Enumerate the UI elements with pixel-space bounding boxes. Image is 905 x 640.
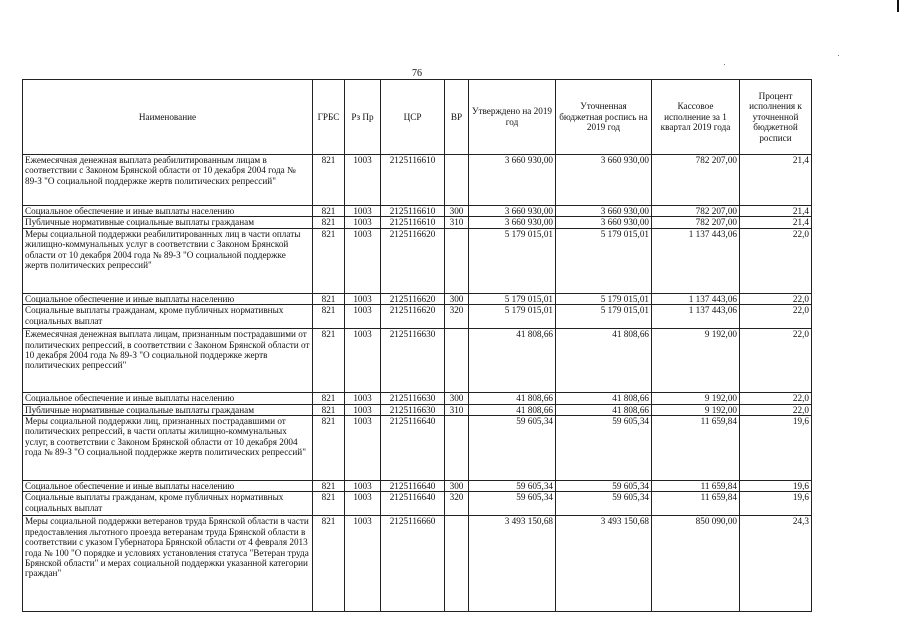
- cell-vr: 320: [445, 492, 469, 516]
- cell-grbs: 821: [313, 305, 345, 329]
- cell-name: Публичные нормативные социальные выплаты гражданам: [23, 217, 313, 228]
- cell-rzpr: 1003: [345, 416, 381, 481]
- cell-csr: 2125116640: [381, 492, 445, 516]
- cell-approved: 3 660 930,00: [469, 206, 556, 217]
- cell-approved: 41 808,66: [469, 393, 556, 404]
- header-rzpr: Рз Пр: [345, 80, 381, 155]
- table-row: [23, 228, 812, 293]
- cell-csr: 2125116620: [381, 293, 445, 304]
- cell-percent: 19,6: [740, 416, 812, 481]
- header-csr: ЦСР: [381, 80, 445, 155]
- cell-approved: 3 493 150,68: [469, 516, 556, 612]
- cell-grbs: 821: [313, 293, 345, 304]
- cell-approved: 3 660 930,00: [469, 217, 556, 228]
- cell-vr: 300: [445, 206, 469, 217]
- cell-rzpr: 1003: [345, 228, 381, 293]
- cell-refined: 5 179 015,01: [556, 293, 652, 304]
- cell-percent: 21,4: [740, 155, 812, 206]
- cell-grbs: 821: [313, 516, 345, 612]
- cell-rzpr: 1003: [345, 155, 381, 206]
- cell-percent: 19,6: [740, 492, 812, 516]
- cell-grbs: 821: [313, 228, 345, 293]
- cell-vr: 300: [445, 481, 469, 492]
- cell-percent: 22,0: [740, 393, 812, 404]
- cell-cash: 1 137 443,06: [652, 228, 740, 293]
- cell-refined: 3 660 930,00: [556, 155, 652, 206]
- cell-name: Социальные выплаты гражданам, кроме публичных нормативных социальных выплат: [23, 492, 313, 516]
- cell-vr: [445, 155, 469, 206]
- cell-refined: 59 605,34: [556, 416, 652, 481]
- cell-vr: [445, 416, 469, 481]
- cell-name: Меры социальной поддержки лиц, признанных пострадавшими от политических репрессий, в части оплаты жилищно-коммунальных услуг, в соответствии с Законом Брянской области от 10 декабря 2004 года № 89-З "О социальной поддержке жертв политических репрессий": [23, 416, 313, 481]
- cell-grbs: 821: [313, 206, 345, 217]
- cell-csr: 2125116610: [381, 206, 445, 217]
- cell-name: Социальное обеспечение и иные выплаты населению: [23, 293, 313, 304]
- table-body: [23, 155, 812, 612]
- cell-grbs: 821: [313, 329, 345, 393]
- cell-cash: 11 659,84: [652, 492, 740, 516]
- cell-refined: 3 493 150,68: [556, 516, 652, 612]
- cell-name: Ежемесячная денежная выплата реабилитированным лицам в соответствии с Законом Брянской области от 10 декабря 2004 года № 89-З "О социальной поддержке жертв политических репрессий": [23, 155, 313, 206]
- cell-name: Меры социальной поддержки ветеранов труда Брянской области в части предоставления льготного проезда ветеранам труда Брянской области в соответствии с указом Губернатора Брянской области от 4 февраля 2013 года № 100 "О порядке и условиях установления статуса "Ветеран труда Брянской области" и мерах социальной поддержки указанной категории граждан": [23, 516, 313, 612]
- cell-approved: 5 179 015,01: [469, 305, 556, 329]
- cell-csr: 2125116630: [381, 329, 445, 393]
- cell-approved: 59 605,34: [469, 481, 556, 492]
- cell-csr: 2125116630: [381, 393, 445, 404]
- table-row: [23, 393, 812, 404]
- table-row: [23, 516, 812, 612]
- cell-percent: 22,0: [740, 329, 812, 393]
- cell-refined: 5 179 015,01: [556, 305, 652, 329]
- scan-edge-mark: [897, 0, 899, 12]
- cell-cash: 782 207,00: [652, 155, 740, 206]
- cell-rzpr: 1003: [345, 305, 381, 329]
- cell-csr: 2125116640: [381, 481, 445, 492]
- header-grbs: ГРБС: [313, 80, 345, 155]
- cell-approved: 59 605,34: [469, 416, 556, 481]
- cell-refined: 3 660 930,00: [556, 206, 652, 217]
- cell-name: Публичные нормативные социальные выплаты гражданам: [23, 404, 313, 415]
- cell-cash: 9 192,00: [652, 329, 740, 393]
- cell-approved: 3 660 930,00: [469, 155, 556, 206]
- cell-name: Меры социальной поддержки реабилитированных лиц в части оплаты жилищно-коммунальных услуг в соответствии с Законом Брянской области от 10 декабря 2004 года № 89-З "О социальной поддержке жертв политических репрессий": [23, 228, 313, 293]
- table-row: [23, 416, 812, 481]
- header-cash: Кассовое исполнение за 1 квартал 2019 года: [652, 80, 740, 155]
- cell-rzpr: 1003: [345, 206, 381, 217]
- cell-csr: 2125116630: [381, 404, 445, 415]
- header-approved: Утверждено на 2019 год: [469, 80, 556, 155]
- cell-csr: 2125116610: [381, 217, 445, 228]
- table-row: [23, 492, 812, 516]
- cell-cash: 11 659,84: [652, 416, 740, 481]
- cell-csr: 2125116660: [381, 516, 445, 612]
- cell-percent: 21,4: [740, 217, 812, 228]
- cell-rzpr: 1003: [345, 516, 381, 612]
- cell-name: Социальное обеспечение и иные выплаты населению: [23, 206, 313, 217]
- cell-refined: 41 808,66: [556, 404, 652, 415]
- cell-rzpr: 1003: [345, 481, 381, 492]
- cell-refined: 59 605,34: [556, 492, 652, 516]
- cell-approved: 59 605,34: [469, 492, 556, 516]
- cell-approved: 41 808,66: [469, 329, 556, 393]
- cell-grbs: 821: [313, 393, 345, 404]
- cell-vr: [445, 228, 469, 293]
- cell-refined: 5 179 015,01: [556, 228, 652, 293]
- cell-grbs: 821: [313, 481, 345, 492]
- table-row: [23, 404, 812, 415]
- header-vr: ВР: [445, 80, 469, 155]
- cell-approved: 5 179 015,01: [469, 293, 556, 304]
- cell-name: Социальные выплаты гражданам, кроме публичных нормативных социальных выплат: [23, 305, 313, 329]
- cell-cash: 850 090,00: [652, 516, 740, 612]
- cell-grbs: 821: [313, 217, 345, 228]
- cell-cash: 1 137 443,06: [652, 305, 740, 329]
- cell-grbs: 821: [313, 155, 345, 206]
- page-number: 76: [412, 68, 422, 79]
- cell-percent: 22,0: [740, 404, 812, 415]
- cell-refined: 59 605,34: [556, 481, 652, 492]
- cell-cash: 782 207,00: [652, 206, 740, 217]
- cell-vr: 320: [445, 305, 469, 329]
- table-row: [23, 305, 812, 329]
- cell-cash: 9 192,00: [652, 404, 740, 415]
- budget-execution-table: [22, 79, 812, 612]
- cell-percent: 21,4: [740, 206, 812, 217]
- cell-rzpr: 1003: [345, 404, 381, 415]
- cell-rzpr: 1003: [345, 329, 381, 393]
- cell-vr: 300: [445, 393, 469, 404]
- scan-speck: [724, 64, 725, 65]
- cell-cash: 1 137 443,06: [652, 293, 740, 304]
- scan-speck: [838, 55, 839, 56]
- header-refined: Уточненная бюджетная роспись на 2019 год: [556, 80, 652, 155]
- cell-csr: 2125116640: [381, 416, 445, 481]
- cell-name: Социальное обеспечение и иные выплаты населению: [23, 481, 313, 492]
- cell-rzpr: 1003: [345, 492, 381, 516]
- cell-rzpr: 1003: [345, 393, 381, 404]
- table-header-row: [23, 80, 812, 155]
- cell-csr: 2125116620: [381, 228, 445, 293]
- cell-vr: 300: [445, 293, 469, 304]
- cell-refined: 3 660 930,00: [556, 217, 652, 228]
- cell-grbs: 821: [313, 492, 345, 516]
- cell-percent: 22,0: [740, 293, 812, 304]
- cell-rzpr: 1003: [345, 217, 381, 228]
- cell-cash: 9 192,00: [652, 393, 740, 404]
- cell-cash: 11 659,84: [652, 481, 740, 492]
- cell-percent: 24,3: [740, 516, 812, 612]
- table-row: [23, 481, 812, 492]
- table-row: [23, 329, 812, 393]
- cell-approved: 41 808,66: [469, 404, 556, 415]
- cell-refined: 41 808,66: [556, 329, 652, 393]
- cell-refined: 41 808,66: [556, 393, 652, 404]
- table-row: [23, 293, 812, 304]
- cell-rzpr: 1003: [345, 293, 381, 304]
- cell-percent: 22,0: [740, 228, 812, 293]
- cell-approved: 5 179 015,01: [469, 228, 556, 293]
- cell-vr: [445, 516, 469, 612]
- cell-cash: 782 207,00: [652, 217, 740, 228]
- cell-name: Ежемесячная денежная выплата лицам, признанным пострадавшими от политических репрессий, в соответствии с Законом Брянской области от 10 декабря 2004 года № 89-З "О социальной поддержке жертв политических репрессий": [23, 329, 313, 393]
- cell-grbs: 821: [313, 416, 345, 481]
- cell-vr: 310: [445, 217, 469, 228]
- cell-percent: 19,6: [740, 481, 812, 492]
- cell-name: Социальное обеспечение и иные выплаты населению: [23, 393, 313, 404]
- cell-vr: [445, 329, 469, 393]
- header-percent: Процент исполнения к уточненной бюджетной росписи: [740, 80, 812, 155]
- header-name: Наименование: [23, 80, 313, 155]
- table-row: [23, 217, 812, 228]
- cell-vr: 310: [445, 404, 469, 415]
- table-row: [23, 155, 812, 206]
- cell-csr: 2125116610: [381, 155, 445, 206]
- cell-percent: 22,0: [740, 305, 812, 329]
- cell-grbs: 821: [313, 404, 345, 415]
- cell-csr: 2125116620: [381, 305, 445, 329]
- table-row: [23, 206, 812, 217]
